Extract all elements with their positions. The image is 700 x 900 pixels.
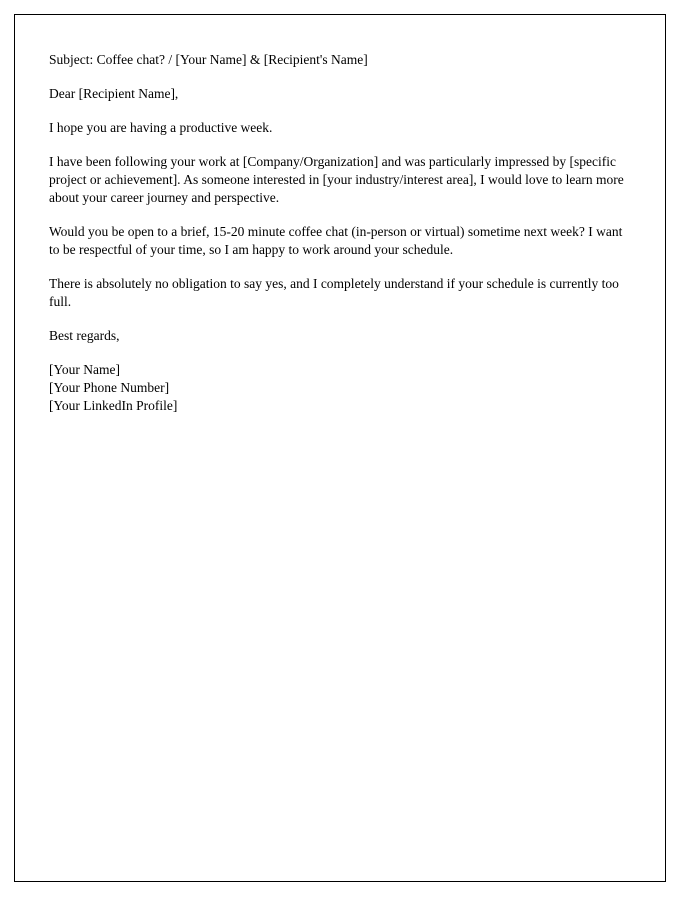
letter-frame	[14, 14, 666, 882]
paragraph: I hope you are having a productive week.	[49, 120, 273, 135]
signature-block	[49, 361, 631, 415]
paragraph: Would you be open to a brief, 15-20 minute coffee chat (in-person or virtual) sometime next week? I want to be respectful of your time, so I am happy to work around your schedule.	[49, 224, 623, 257]
letter-body	[15, 15, 665, 415]
signature-name: [Your Name]	[49, 362, 120, 377]
signature-phone: [Your Phone Number]	[49, 380, 170, 395]
subject-line: Subject: Coffee chat? / [Your Name] & [Recipient's Name]	[49, 52, 368, 67]
closing: Best regards,	[49, 328, 120, 343]
paragraph: I have been following your work at [Company/Organization] and was particularly impressed by [specific project or achievement]. As someone interested in [your industry/interest area], I would love to learn more about your career journey and perspective.	[49, 154, 624, 205]
paragraph: There is absolutely no obligation to say yes, and I completely understand if your schedule is currently too full.	[49, 276, 619, 309]
salutation: Dear [Recipient Name],	[49, 86, 179, 101]
signature-linkedin: [Your LinkedIn Profile]	[49, 398, 178, 413]
